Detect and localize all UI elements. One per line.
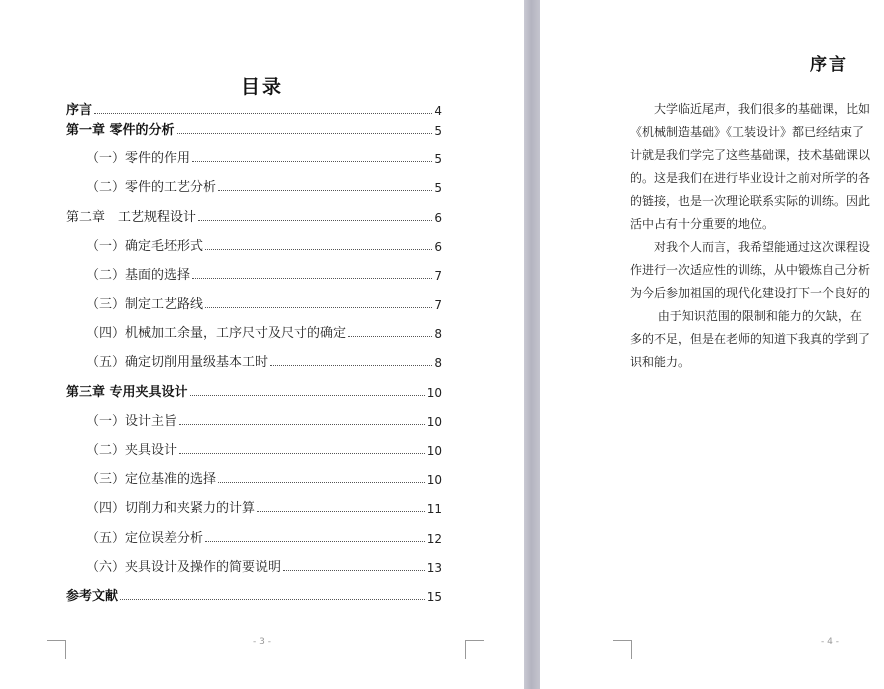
- preface-line: 的。这是我们在进行毕业设计之前对所学的各: [630, 171, 871, 185]
- toc-entry-page: 7: [434, 298, 442, 312]
- toc-entry-label: （六）夹具设计及操作的简要说明: [86, 560, 282, 575]
- toc-entry[interactable]: [66, 205, 442, 225]
- toc-entry-label: （二）零件的工艺分析: [86, 180, 217, 195]
- toc-dot-leader: [179, 453, 425, 454]
- toc-entry-label: 第二章 工艺规程设计: [66, 210, 197, 225]
- preface-line: 识和能力。: [630, 355, 691, 369]
- toc-entry[interactable]: [66, 175, 442, 195]
- toc-entry[interactable]: [66, 555, 442, 575]
- toc-dot-leader: [192, 278, 432, 279]
- preface-line: 对我个人而言，我希望能通过这次课程设: [630, 240, 871, 254]
- toc-title: 目录: [240, 76, 283, 98]
- toc-entry[interactable]: [66, 467, 442, 487]
- preface-title: 序言: [810, 55, 848, 75]
- toc-entry-page: 12: [426, 532, 442, 546]
- toc-dot-leader: [205, 307, 432, 308]
- preface-line: 作进行一次适应性的训练，从中锻炼自己分析: [630, 263, 871, 277]
- preface-line: 《机械制造基础》《工装设计》都已经结束了: [630, 125, 865, 139]
- toc-entry-page: 13: [426, 561, 442, 575]
- toc-dot-leader: [348, 336, 432, 337]
- toc-dot-leader: [283, 570, 425, 571]
- toc-entry-label: （四）机械加工余量，工序尺寸及尺寸的确定: [86, 326, 347, 341]
- preface-line: 大学临近尾声，我们很多的基础课，比如: [630, 102, 871, 116]
- toc-dot-leader: [205, 249, 432, 250]
- page-number-right: - 4 -: [821, 637, 839, 647]
- toc-entry[interactable]: [66, 496, 442, 516]
- toc-entry[interactable]: [66, 526, 442, 546]
- toc-dot-leader: [218, 190, 432, 191]
- toc-dot-leader: [270, 365, 432, 366]
- toc-entry[interactable]: [66, 380, 442, 400]
- toc-dot-leader: [177, 133, 433, 134]
- preface-line: 由于知识范围的限制和能力的欠缺，在: [630, 309, 862, 323]
- toc-entry[interactable]: [66, 118, 442, 138]
- page-gutter: [524, 0, 540, 689]
- toc-entry-label: 第一章 零件的分析: [66, 123, 175, 138]
- toc-entry-page: 10: [426, 444, 442, 458]
- toc-entry-page: 6: [434, 240, 442, 254]
- toc-entry-label: 参考文献: [66, 589, 119, 604]
- toc-dot-leader: [192, 161, 432, 162]
- toc-dot-leader: [205, 541, 425, 542]
- toc-entry-page: 10: [426, 386, 442, 400]
- toc-entry[interactable]: [66, 584, 442, 604]
- toc-dot-leader: [257, 511, 425, 512]
- crop-mark-bottom-right: [465, 640, 484, 659]
- toc-entry-page: 7: [434, 269, 442, 283]
- toc-dot-leader: [120, 599, 425, 600]
- toc-dot-leader: [198, 220, 432, 221]
- toc-entry-label: （二）基面的选择: [86, 268, 191, 283]
- toc-entry-page: 10: [426, 473, 442, 487]
- toc-entry-page: 5: [434, 124, 442, 138]
- page-number-left: - 3 -: [253, 637, 271, 647]
- preface-line: 活中占有十分重要的地位。: [630, 217, 775, 231]
- preface-line: 的链接，也是一次理论联系实际的训练。因此: [630, 194, 871, 208]
- toc-entry-page: 8: [434, 356, 442, 370]
- toc-entry-label: （一）设计主旨: [86, 414, 178, 429]
- toc-entry[interactable]: [66, 234, 442, 254]
- preface-page: [540, 0, 884, 689]
- crop-mark-bottom-left: [613, 640, 632, 659]
- toc-entry-label: （五）定位误差分析: [86, 531, 204, 546]
- preface-line: 为今后参加祖国的现代化建设打下一个良好的: [630, 286, 871, 300]
- toc-entry[interactable]: [66, 263, 442, 283]
- crop-mark-bottom-left: [47, 640, 66, 659]
- toc-entry-page: 8: [434, 327, 442, 341]
- toc-entry[interactable]: [66, 350, 442, 370]
- toc-dot-leader: [218, 482, 425, 483]
- toc-entry-label: 第三章 专用夹具设计: [66, 385, 188, 400]
- toc-entry-page: 4: [434, 104, 442, 118]
- toc-entry-label: （二）夹具设计: [86, 443, 178, 458]
- toc-dot-leader: [179, 424, 425, 425]
- toc-entry-page: 15: [426, 590, 442, 604]
- preface-line: 多的不足，但是在老师的知道下我真的学到了: [630, 332, 871, 346]
- toc-entry[interactable]: [66, 409, 442, 429]
- toc-dot-leader: [190, 395, 425, 396]
- toc-entry-label: （一）零件的作用: [86, 151, 191, 166]
- toc-entry-label: 序言: [66, 103, 93, 118]
- toc-entry-label: （四）切削力和夹紧力的计算: [86, 501, 256, 516]
- toc-entry[interactable]: [66, 321, 442, 341]
- preface-line: 计就是我们学完了这些基础课，技术基础课以: [630, 148, 871, 162]
- toc-entry[interactable]: [66, 292, 442, 312]
- toc-entry-page: 10: [426, 415, 442, 429]
- toc-entry[interactable]: [66, 438, 442, 458]
- toc-entry-page: 5: [434, 181, 442, 195]
- toc-entry-label: （五）确定切削用量级基本工时: [86, 355, 269, 370]
- toc-entry-label: （三）定位基准的选择: [86, 472, 217, 487]
- toc-entry-label: （三）制定工艺路线: [86, 297, 204, 312]
- toc-entry-page: 11: [426, 502, 442, 516]
- toc-entry[interactable]: [66, 146, 442, 166]
- toc-entry-page: 5: [434, 152, 442, 166]
- toc-entry-page: 6: [434, 211, 442, 225]
- toc-dot-leader: [94, 113, 432, 114]
- toc-entry[interactable]: [66, 98, 442, 118]
- toc-entry-label: （一）确定毛坯形式: [86, 239, 204, 254]
